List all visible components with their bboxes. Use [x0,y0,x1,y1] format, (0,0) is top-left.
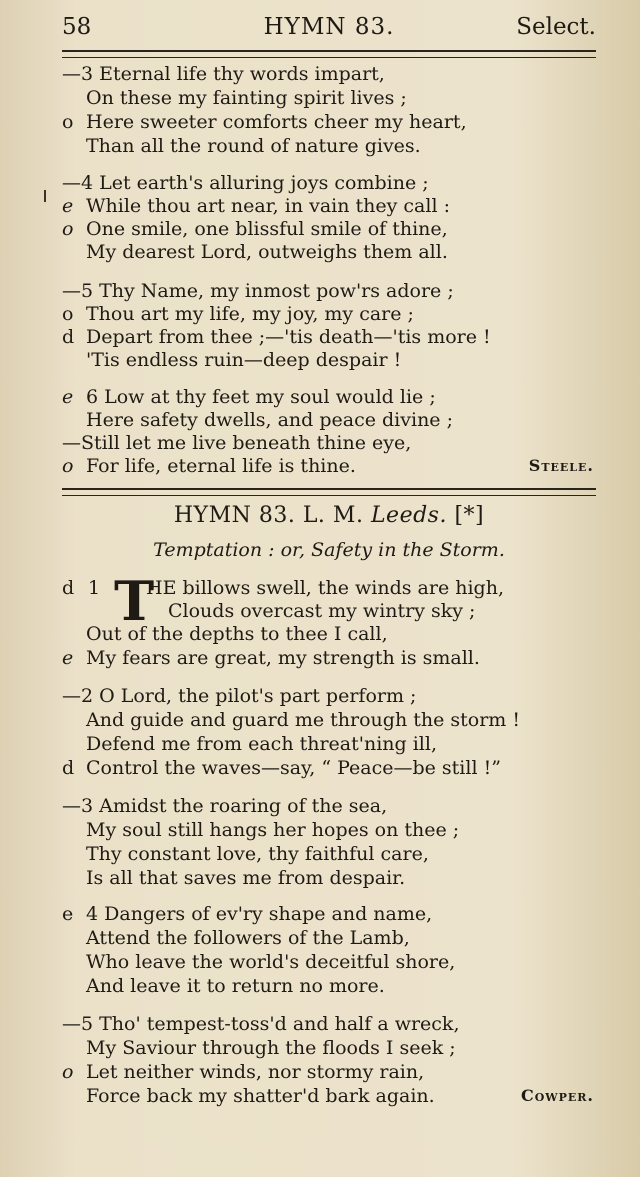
verse-line: Is all that saves me from despair. [86,867,406,889]
dynamic-mark: e [62,195,74,217]
hymn-title [62,502,596,530]
verse-line: —3 Eternal life thy words impart, [62,63,385,85]
section-label: Select. [516,14,596,40]
verse-line: —5 Thy Name, my inmost pow'rs adore ; [62,280,454,302]
verse-line: Who leave the world's deceitful shore, [86,951,456,973]
dynamic-mark: d [62,577,75,599]
verse-line: Control the waves—say, “ Peace—be still !” [86,757,501,779]
dynamic-mark: e [62,647,74,669]
verse-line: Thy constant love, thy faithful care, [86,843,429,865]
verse-line: —Still let me live beneath thine eye, [62,432,412,454]
tune-name: Leeds. [370,503,447,528]
verse-line: Clouds overcast my wintry sky ; [168,600,476,622]
dynamic-mark: o [62,111,74,133]
dynamic-mark: o [62,218,74,240]
verse-line: 4 Dangers of ev'ry shape and name, [86,903,433,925]
dynamic-mark: o [62,303,74,325]
hymn-number-meter: HYMN 83. L. M. [173,503,364,528]
verse-line: My fears are great, my strength is small. [86,647,480,669]
verse-line: —3 Amidst the roaring of the sea, [62,795,388,817]
verse-line: And guide and guard me through the storm ! [86,709,520,731]
dynamic-mark: o [62,1061,74,1083]
hymn-divider [62,488,596,496]
verse-line: Force back my shatter'd bark again. [86,1085,435,1107]
tune-mark: [*] [454,503,485,528]
author-attribution: Steele. [528,456,594,475]
dynamic-mark: e [62,386,74,408]
dynamic-mark: d [62,757,75,779]
verse-line: Thou art my life, my joy, my care ; [86,303,414,325]
running-header [62,12,596,46]
verse-line: For life, eternal life is thine. [86,455,356,477]
verse-line: 6 Low at thy feet my soul would lie ; [86,386,436,408]
verse-line: Out of the depths to thee I call, [86,623,388,645]
verse-line: —2 O Lord, the pilot's part perform ; [62,685,417,707]
verse-line: While thou art near, in vain they call : [86,195,450,217]
verse-line: Than all the round of nature gives. [86,135,421,157]
verse-line: My soul still hangs her hopes on thee ; [86,819,460,841]
verse-line: —4 Let earth's alluring joys combine ; [62,172,429,194]
dynamic-mark: d [62,326,75,348]
verse-line: Here safety dwells, and peace divine ; [86,409,453,431]
verse-line: My dearest Lord, outweighs them all. [86,241,448,263]
dynamic-mark: o [62,455,74,477]
page-number: 58 [62,14,92,40]
hymn-subtitle: Temptation : or, Safety in the Storm. [153,539,505,561]
verse-line: One smile, one blissful smile of thine, [86,218,448,240]
verse-line: And leave it to return no more. [86,975,385,997]
running-title: HYMN 83. [263,14,395,40]
verse-number: 1 [88,577,101,599]
margin-tick [44,190,46,202]
verse-line: Attend the followers of the Lamb, [86,927,410,949]
verse-line: Depart from thee ;—'tis death—'tis more ! [86,326,491,348]
drop-cap: T [114,569,155,633]
verse-line: Here sweeter comforts cheer my heart, [86,111,467,133]
dynamic-mark: e [62,903,74,925]
header-rule [62,50,596,58]
verse-line: My Saviour through the floods I seek ; [86,1037,456,1059]
verse-line: 'Tis endless ruin—deep despair ! [86,349,402,371]
verse-line: Defend me from each threat'ning ill, [86,733,437,755]
verse-line: On these my fainting spirit lives ; [86,87,407,109]
author-attribution: Cowper. [520,1086,594,1105]
verse-line: Let neither winds, nor stormy rain, [86,1061,425,1083]
verse-line: —5 Tho' tempest-toss'd and half a wreck, [62,1013,460,1035]
verse-line: HE billows swell, the winds are high, [146,577,504,599]
